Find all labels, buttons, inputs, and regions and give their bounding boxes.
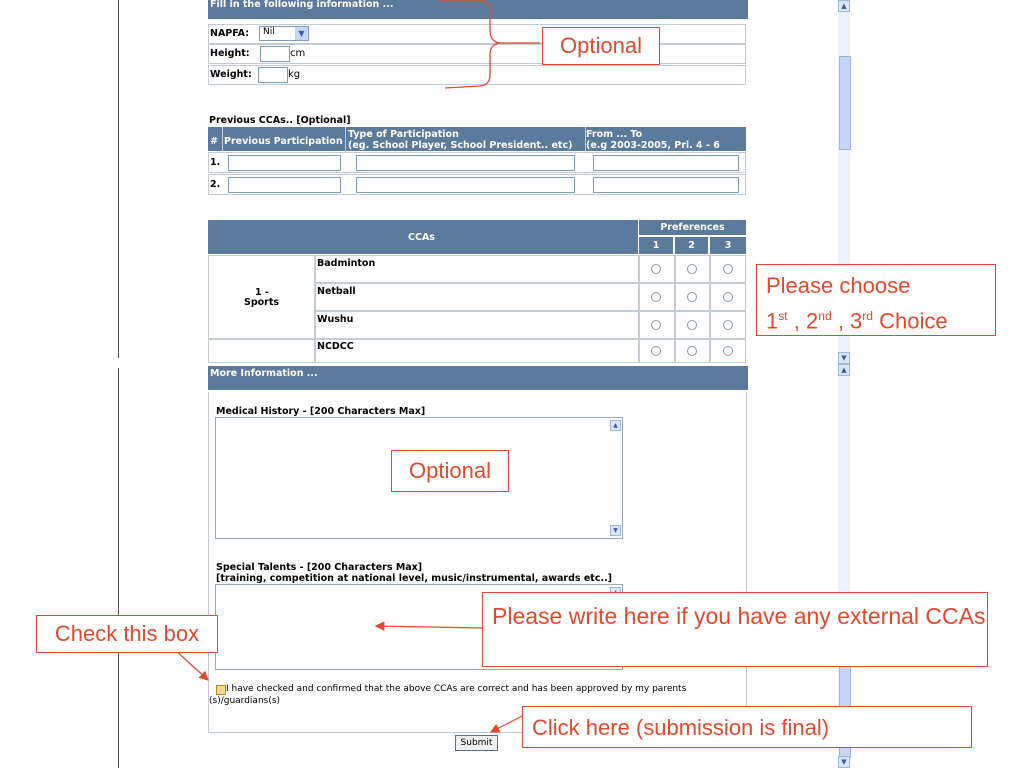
click-here-callout-text: Click here (submission is final): [532, 715, 830, 740]
optional-callout-top-text: Optional: [560, 33, 642, 58]
scroll-up-icon[interactable]: ▲: [838, 364, 850, 376]
pref-col-3-label: 3: [724, 240, 732, 251]
fill-info-title: Fill in the following information ...: [210, 0, 394, 10]
cca-item-ncdcc: NCDCC: [317, 341, 354, 352]
cca-item-badminton: Badminton: [317, 258, 376, 269]
row-number: 1.: [210, 157, 221, 168]
weight-unit: kg: [288, 69, 301, 80]
write-here-callout: [482, 592, 988, 667]
choose-rd: rd: [862, 309, 874, 323]
col-type-participation: Type of Participation: [348, 129, 459, 140]
pref-col-1-label: 1: [652, 240, 660, 251]
choose-callout-line1: Please choose: [766, 273, 911, 298]
scroll-up-icon[interactable]: ▲: [610, 420, 621, 431]
scroll-down-icon[interactable]: ▼: [610, 525, 621, 536]
col-type-hint: (eg. School Player, School President.. etc): [348, 140, 573, 151]
pref-col-2-label: 2: [688, 240, 695, 251]
more-info-title: More Information ...: [210, 368, 318, 379]
choose-2: , 2: [787, 308, 819, 334]
napfa-selected-value: Nil: [263, 27, 275, 37]
scroll-down-icon[interactable]: ▼: [838, 352, 850, 364]
chevron-down-icon[interactable]: ▼: [295, 27, 308, 40]
choose-3: , 3: [831, 308, 863, 334]
col-hash: #: [210, 136, 218, 147]
row-number: 2.: [210, 179, 221, 190]
special-talents-hint: [training, competition at national level, music/instrumental, awards etc..]: [216, 573, 613, 584]
previous-ccas-title: Previous CCAs.. [Optional]: [209, 115, 351, 126]
cca-item-netball: Netball: [317, 286, 356, 297]
preferences-header-label: Preferences: [660, 222, 725, 233]
col-previous-participation: Previous Participation: [224, 136, 343, 147]
col-from-to: From ... To: [586, 129, 643, 140]
write-here-callout-text: Please write here if you have any external CCAs: [492, 603, 986, 629]
group-label: 1 -: [255, 287, 269, 298]
submit-button-label: Submit: [460, 738, 493, 748]
optional-callout-mid-text: Optional: [409, 458, 491, 483]
confirm-text-2: (s)/guardians(s): [209, 696, 281, 706]
check-box-callout: [36, 615, 218, 653]
group-name: Sports: [244, 297, 280, 308]
check-box-callout-text: Check this box: [54, 621, 200, 646]
scroll-up-icon[interactable]: ▲: [838, 0, 850, 12]
choose-st: st: [778, 309, 788, 323]
height-label: Height:: [210, 48, 250, 59]
choose-1: 1: [766, 308, 779, 334]
choose-tail: Choice: [873, 308, 948, 334]
confirm-text: I have checked and confirmed that the above CCAs are correct and has been approved by my parents: [226, 684, 687, 694]
click-here-callout: [522, 706, 972, 748]
weight-label: Weight:: [210, 69, 252, 80]
scroll-down-icon[interactable]: ▼: [838, 756, 850, 768]
medical-history-label: Medical History - [200 Characters Max]: [216, 406, 426, 417]
special-talents-label: Special Talents - [200 Characters Max]: [216, 562, 423, 573]
col-from-to-hint: (e.g 2003-2005, Pri. 4 - 6: [586, 140, 720, 151]
napfa-label: NAPFA:: [210, 28, 249, 39]
ccas-header-label: CCAs: [408, 232, 435, 243]
choose-nd: nd: [818, 309, 832, 323]
height-unit: cm: [290, 48, 306, 59]
cca-item-wushu: Wushu: [317, 314, 354, 325]
